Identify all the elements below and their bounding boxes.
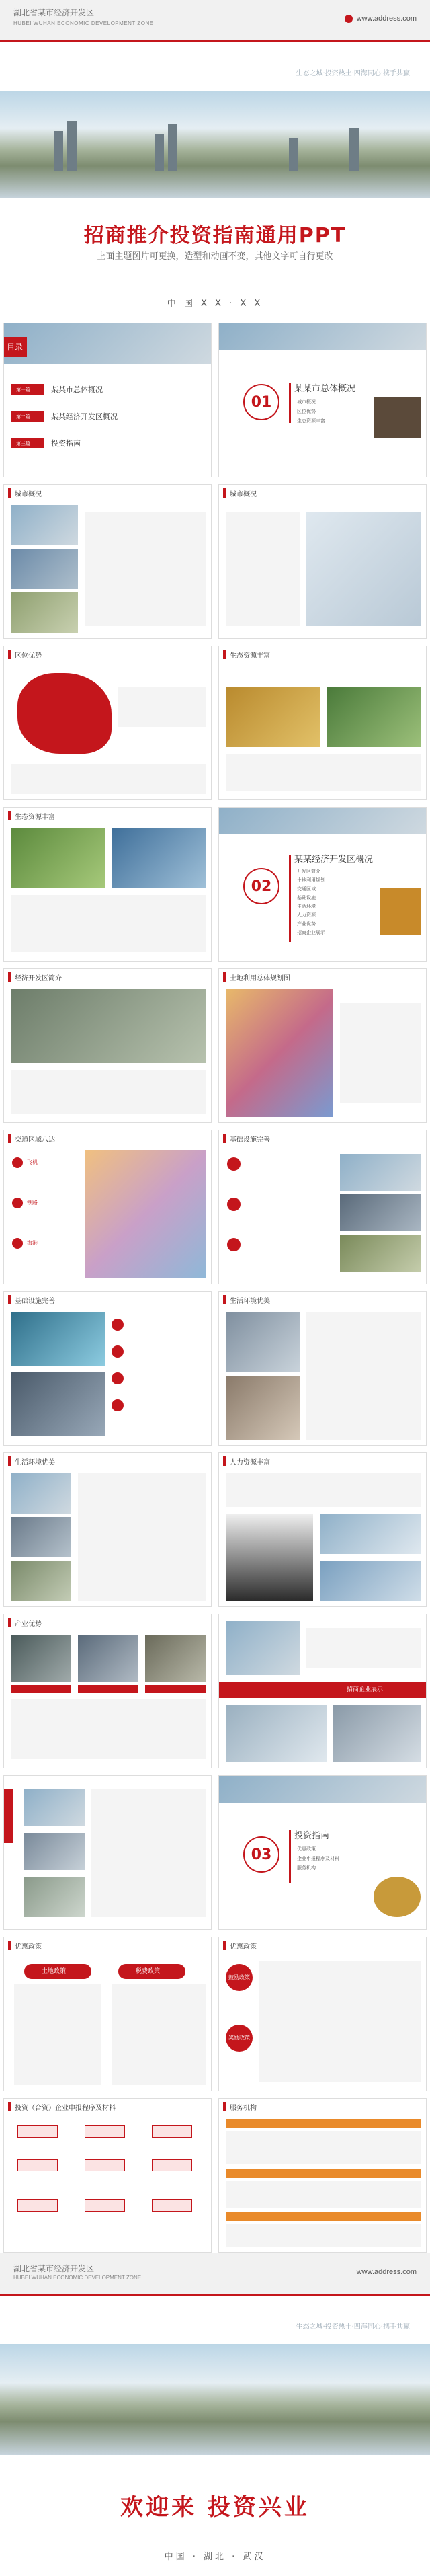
section-02-banner (219, 808, 427, 834)
slide-header (4, 969, 211, 985)
slide-title: 区位优势 (15, 652, 42, 660)
section-03-ornament (374, 1877, 421, 1917)
slide-title: 基础设施完善 (15, 1297, 55, 1305)
slide-dev-zone-intro[interactable] (3, 968, 212, 1123)
cover-meta: 中 国 X X · X X (167, 299, 263, 309)
section-02-bullet: 招商企业展示 (297, 930, 325, 935)
service-header-bar (226, 2212, 421, 2221)
slide-title: 投资（合资）企业申报程序及材料 (15, 2104, 116, 2112)
enterprise-photo (226, 1705, 327, 1762)
section-01-banner (219, 323, 427, 350)
slide-title: 优惠政策 (15, 1943, 42, 1951)
number-badge (112, 1399, 124, 1411)
text-block (11, 895, 206, 952)
section-02-bullet: 开发区简介 (297, 869, 320, 874)
business-people-photo (226, 1514, 313, 1601)
closing-website[interactable]: www.address.com (356, 2268, 417, 2276)
cover-slogan: 生态之城·投资热土·四海同心·携手共赢 (296, 70, 410, 77)
flow-box (17, 2199, 58, 2212)
slide-infrastructure-1[interactable] (218, 1130, 427, 1284)
slide-title: 产业优势 (15, 1620, 42, 1628)
section-01-bullet: 区位优势 (297, 409, 316, 414)
slide-header (4, 1130, 211, 1146)
infra-photo (340, 1154, 421, 1191)
ship-icon (12, 1238, 23, 1249)
policy-badge-text: 鼓励政策 (228, 1974, 250, 1980)
enterprise-photo (24, 1877, 85, 1917)
city-photo (11, 505, 78, 545)
text-block (306, 1312, 421, 1440)
section-02-title: 某某经济开发区概况 (294, 855, 374, 865)
showcase-banner (219, 1682, 427, 1698)
flow-box (152, 2159, 192, 2171)
slide-enterprise-showcase-2[interactable] (3, 1775, 212, 1930)
slide-title: 生活环境优美 (15, 1458, 55, 1467)
slide-title: 人力资源丰富 (230, 1458, 270, 1467)
slide-header (4, 1937, 211, 1953)
number-badge (112, 1345, 124, 1358)
slide-transport[interactable] (3, 1130, 212, 1284)
slide-title: 生态资源丰富 (15, 813, 55, 821)
text-block (112, 1984, 206, 2085)
cover-website[interactable] (345, 15, 417, 23)
text-block (11, 1070, 206, 1114)
slide-section-03[interactable] (218, 1775, 427, 1930)
slide-title: 生活环境优美 (230, 1297, 270, 1305)
section-01-bar (289, 383, 291, 423)
slide-header (219, 646, 426, 662)
text-block (226, 2181, 421, 2208)
industry-label-bar (11, 1685, 71, 1693)
legend-block (340, 1003, 421, 1103)
infra-photo (11, 1312, 105, 1366)
closing-title: 欢迎来 投资兴业 (120, 2494, 310, 2521)
section-03-bullet: 服务机构 (297, 1865, 316, 1871)
slide-header (4, 1614, 211, 1631)
city-photo (11, 549, 78, 589)
slide-infrastructure-2[interactable] (3, 1291, 212, 1446)
train-icon (12, 1198, 23, 1208)
resource-photo (112, 828, 206, 888)
flow-box (17, 2125, 58, 2138)
service-header-bar (226, 2119, 421, 2128)
enterprise-photo (24, 1789, 85, 1826)
slide-city-overview-1[interactable] (3, 484, 212, 639)
slide-header (219, 1292, 426, 1308)
transport-map (85, 1150, 206, 1278)
china-map (17, 673, 112, 754)
cover-divider (0, 40, 430, 42)
section-02-number: 02 (243, 868, 280, 904)
showcase-side-banner (4, 1789, 13, 1843)
section-02-bar (289, 855, 291, 942)
region-map (306, 512, 421, 626)
slide-industry[interactable] (3, 1614, 212, 1768)
cover-city-photo (0, 91, 430, 198)
toc-banner (4, 323, 212, 364)
closing-divider (0, 2294, 430, 2296)
text-block (226, 2131, 421, 2164)
slide-header (4, 1292, 211, 1308)
slide-title: 经济开发区简介 (15, 974, 62, 982)
toc-item-3: 投资指南 (51, 439, 81, 448)
infra-photo (340, 1194, 421, 1231)
slide-title: 服务机构 (230, 2104, 257, 2112)
section-01-bullet: 生态资源丰富 (297, 418, 325, 424)
closing-slogan: 生态之城·投资热土·四海同心·携手共赢 (296, 2323, 410, 2331)
slide-living-env-1[interactable] (218, 1291, 427, 1446)
enterprise-photo (333, 1705, 421, 1762)
text-block (118, 687, 206, 727)
living-photo (11, 1517, 71, 1557)
text-block (306, 1628, 421, 1668)
slide-header (4, 485, 211, 501)
slide-policy-1[interactable] (3, 1937, 212, 2091)
resource-photo (226, 687, 320, 747)
slide-title: 城市概况 (230, 490, 257, 498)
globe-icon (345, 15, 353, 23)
slide-toc[interactable] (3, 323, 212, 477)
text-block (226, 512, 300, 626)
slide-title: 生态资源丰富 (230, 652, 270, 660)
text-block (226, 2224, 421, 2247)
slide-header (219, 2099, 426, 2115)
building (155, 134, 164, 171)
trans-air-label: 飞机 (27, 1159, 38, 1165)
resource-photo (11, 828, 105, 888)
slide-header (219, 1453, 426, 1469)
slide-eco-resources-1[interactable] (218, 646, 427, 800)
cover-logo (13, 7, 161, 34)
hr-photo (320, 1561, 421, 1601)
building (67, 121, 77, 171)
toc-tag-3-text: 第三篇 (16, 441, 30, 446)
slide-header (4, 1453, 211, 1469)
section-01-bullet: 城市概况 (297, 399, 316, 405)
closing-logo-en: HUBEI WUHAN ECONOMIC DEVELOPMENT ZONE (13, 2275, 142, 2281)
number-badge (227, 1238, 241, 1251)
text-block (78, 1473, 206, 1601)
living-photo (226, 1312, 300, 1372)
text-block (85, 512, 206, 626)
land-plan-map (226, 989, 333, 1117)
text-block (14, 1984, 101, 2085)
slide-eco-resources-2[interactable] (3, 807, 212, 962)
section-01-ornament (374, 397, 421, 438)
slide-header (219, 969, 426, 985)
section-01-title: 某某市总体概况 (294, 384, 356, 394)
slide-header (4, 646, 211, 662)
infra-photo (340, 1235, 421, 1272)
living-photo (226, 1376, 300, 1440)
slide-header (219, 1130, 426, 1146)
section-03-bullet: 企业申报程序及材料 (297, 1856, 339, 1861)
policy-tag-text: 税费政策 (136, 1968, 161, 1975)
building (289, 138, 298, 171)
slide-header (219, 1937, 426, 1953)
industry-label-bar (145, 1685, 206, 1693)
text-block (259, 1961, 421, 2082)
trans-sea-label: 海港 (27, 1240, 38, 1246)
closing-slide (0, 2253, 430, 2576)
section-02-bullet: 人力资源 (297, 912, 316, 918)
section-03-title: 投资指南 (294, 1831, 330, 1841)
city-photo (11, 592, 78, 633)
industry-photo (78, 1635, 138, 1682)
slide-section-02[interactable] (218, 807, 427, 962)
slide-land-plan[interactable] (218, 968, 427, 1123)
living-photo (11, 1473, 71, 1514)
slide-human-resources[interactable] (218, 1452, 427, 1607)
slide-title: 交通区域八达 (15, 1136, 55, 1144)
infra-photo (11, 1372, 105, 1436)
cover-subtitle: 上面主题图片可更换，造型和动画不变，其他文字可自行更改 (97, 251, 333, 262)
flow-box (85, 2199, 125, 2212)
slide-city-overview-2[interactable] (218, 484, 427, 639)
slide-policy-2[interactable] (218, 1937, 427, 2091)
text-block (11, 764, 206, 794)
living-photo (11, 1561, 71, 1601)
flow-box (17, 2159, 58, 2171)
slide-location[interactable] (3, 646, 212, 800)
hr-photo (320, 1514, 421, 1554)
section-03-bullet: 优惠政策 (297, 1846, 316, 1852)
slide-service-agencies[interactable] (218, 2098, 427, 2253)
service-header-bar (226, 2169, 421, 2178)
slide-title: 城市概况 (15, 490, 42, 498)
section-02-bullet: 产业优势 (297, 921, 316, 927)
showcase-banner-text: 招商企业展示 (347, 1686, 384, 1693)
flow-box (85, 2159, 125, 2171)
cover-title: 招商推介投资指南通用PPT (83, 224, 347, 247)
slide-header (4, 808, 211, 824)
text-block (226, 754, 421, 791)
resource-photo (327, 687, 421, 747)
toc-label: 目录 (7, 342, 24, 352)
policy-tag-text: 土地政策 (42, 1968, 67, 1975)
slide-title: 土地利用总体规划图 (230, 974, 290, 982)
industry-label-bar (78, 1685, 138, 1693)
section-01-number: 01 (243, 384, 280, 420)
closing-meta: 中国 · 湖北 · 武汉 (164, 2552, 266, 2562)
flow-box (152, 2125, 192, 2138)
number-badge (112, 1319, 124, 1331)
building (168, 124, 177, 171)
cover-website-text: www.address.com (356, 15, 417, 23)
industry-photo (145, 1635, 206, 1682)
industry-photo (11, 1635, 71, 1682)
slide-title: 优惠政策 (230, 1943, 257, 1951)
toc-tag-2-text: 第二篇 (16, 414, 30, 420)
building (54, 131, 63, 171)
toc-item-2: 某某经济开发区概况 (51, 412, 118, 421)
flow-box (152, 2199, 192, 2212)
plane-icon (12, 1157, 23, 1168)
cover-slide (0, 0, 430, 323)
flow-box (85, 2125, 125, 2138)
section-02-bullet: 交通区域 (297, 886, 316, 892)
aerial-photo (11, 989, 206, 1063)
toc-item-1: 某某市总体概况 (51, 385, 103, 394)
section-03-bar (289, 1830, 291, 1883)
text-block (91, 1789, 206, 1917)
policy-badge-text: 奖励政策 (228, 2035, 250, 2041)
section-02-bullet: 基础设施 (297, 895, 316, 900)
slide-section-01[interactable] (218, 323, 427, 477)
toc-tag-1-text: 第一篇 (16, 387, 30, 393)
section-02-bullet: 土地利用规划 (297, 877, 325, 883)
enterprise-photo (226, 1621, 300, 1675)
section-03-number: 03 (243, 1836, 280, 1873)
number-badge (227, 1157, 241, 1171)
enterprise-photo (24, 1833, 85, 1870)
trans-rail-label: 铁路 (27, 1200, 38, 1206)
text-block (226, 1473, 421, 1507)
section-03-banner (219, 1776, 427, 1803)
cover-logo-en: HUBEI WUHAN ECONOMIC DEVELOPMENT ZONE (13, 20, 154, 26)
slide-application-process[interactable] (3, 2098, 212, 2253)
slide-header (4, 2099, 211, 2115)
slide-header (219, 485, 426, 501)
cover-logo-zh: 湖北省某市经济开发区 (13, 8, 95, 17)
number-badge (227, 1198, 241, 1211)
text-block (11, 1699, 206, 1759)
closing-logo-zh: 湖北省某市经济开发区 (13, 2264, 95, 2273)
slide-enterprise-showcase-1[interactable] (218, 1614, 427, 1768)
slide-living-env-2[interactable] (3, 1452, 212, 1607)
number-badge (112, 1372, 124, 1384)
section-02-ornament (380, 888, 421, 935)
building (349, 128, 359, 171)
closing-city-photo (0, 2344, 430, 2455)
section-02-bullet: 生活环境 (297, 904, 316, 909)
slide-title: 基础设施完善 (230, 1136, 270, 1144)
